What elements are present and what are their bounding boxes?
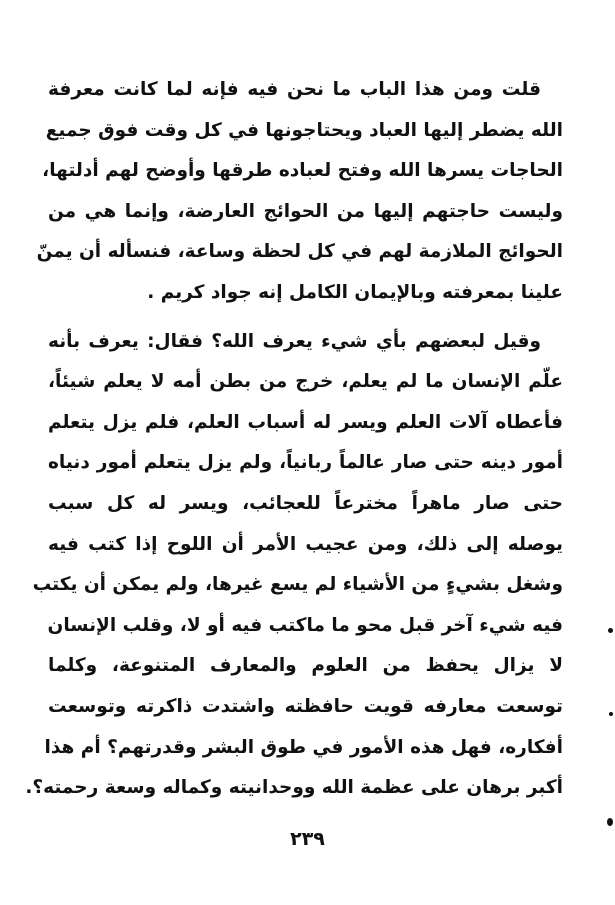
text-line: أمور دينه حتى صار عالماً ربانياً، ولم يزل يتعلم أمور دنياه (48, 452, 563, 474)
text-line: لا يزال يحفظ من العلوم والمعارف المتنوعة، وكلما (48, 655, 563, 677)
paragraph-1 (36, 70, 563, 314)
text-line: وليست حاجتهم إليها من الحوائج العارضة، وإنما هي من (48, 200, 563, 222)
edge-dot-mark (608, 628, 613, 633)
text-line: وقيل لبعضهم بأي شيء يعرف الله؟ فقال: يعرف بأنه (48, 330, 541, 352)
text-line: فيه شيء آخر قبل محو ما ماكتب فيه أو لا، وقلب الإنسان (47, 614, 563, 636)
text-line: يوصله إلى ذلك، ومن عجيب الأمر أن اللوح إذا كتب فيه (48, 533, 563, 555)
text-line: الحاجات يسرها الله وفتح لعباده طرقها وأوضح لهم أدلتها، (42, 160, 563, 182)
edge-dot-mark (607, 818, 613, 826)
text-line: قلت ومن هذا الباب ما نحن فيه فإنه لما كانت معرفة (48, 79, 541, 100)
paragraph-2 (25, 322, 563, 809)
text-line: وشغل بشيءٍ من الأشياء لم يسع غيرها، ولم يمكن أن يكتب (32, 574, 563, 596)
text-line: أفكاره، فهل هذه الأمور في طوق البشر وقدرتهم؟ أم هذا (44, 736, 563, 758)
page-number: ٢٣٩ (290, 828, 325, 850)
edge-dot-mark (609, 712, 613, 716)
body-text (25, 70, 563, 809)
text-line: فأعطاه آلات العلم ويسر له أسباب العلم، فلم يزل يتعلم (48, 411, 563, 433)
text-line: علّم الإنسان ما لم يعلم، خرج من بطن أمه لا يعلم شيئاً، (48, 371, 563, 393)
text-line: الحوائج الملازمة لهم في كل لحظة وساعة، فنسأله أن يمنّ (36, 241, 563, 263)
text-line: الله يضطر إليها العباد ويحتاجونها في كل وقت فوق جميع (45, 119, 563, 141)
text-line: حتى صار ماهراً مخترعاً للعجائب، ويسر له كل سبب (48, 492, 563, 514)
paragraph-spacer (48, 314, 563, 322)
text-line: أكبر برهان على عظمة الله ووحدانيته وكماله وسعة رحمته؟. (25, 777, 563, 799)
text-line: علينا بمعرفته وبالإيمان الكامل إنه جواد كريم . (147, 281, 563, 303)
text-line: توسعت معارفه قويت حافظته واشتدت ذاكرته وتوسعت (48, 695, 563, 717)
